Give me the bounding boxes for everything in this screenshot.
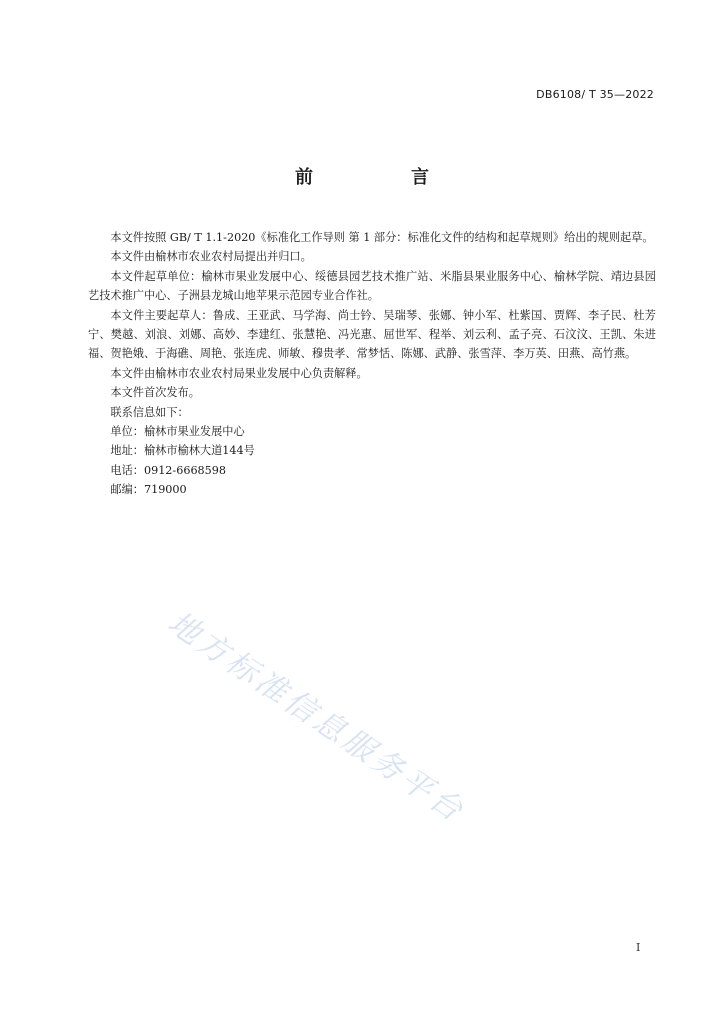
page-title: 前 言 — [295, 167, 469, 188]
page-number: I — [636, 941, 641, 954]
body-text — [88, 228, 656, 500]
paragraph-first-release: 本文件首次发布。 — [110, 386, 200, 400]
contact-phone: 电话：0912-6668598 — [110, 463, 227, 477]
paragraph-proposer: 本文件由榆林市农业农村局提出并归口。 — [110, 250, 312, 264]
paragraph-standard-basis: 本文件按照 GB/ T 1.1-2020《标准化工作导则 第 1 部分：标准化文件的结构和起草规则》给出的规则起草。 — [110, 231, 654, 244]
watermark: 地方标准信息服务平台 — [161, 604, 472, 831]
document-code: DB6108/ T 35—2022 — [536, 88, 654, 101]
contact-unit: 单位：榆林市果业发展中心 — [110, 425, 245, 439]
paragraph-drafters: 本文件主要起草人：鲁成、王亚武、马学海、尚士钤、吴瑞琴、张娜、钟小军、杜紫国、贾辉、李子民、杜芳宁、樊越、刘浪、刘娜、高妙、李建红、张慧艳、冯光惠、屈世军、程举、刘云利、孟子亮、石汶汶、王凯、朱进福、贺艳娥、于海礁、周艳、张连虎、师敏、穆贵孝、常梦恬、陈娜、武静、张雪萍、李万英、田燕、高竹燕。 — [88, 308, 656, 361]
paragraph-drafting-units: 本文件起草单位：榆林市果业发展中心、绥德县园艺技术推广站、米脂县果业服务中心、榆林学院、靖边县园艺技术推广中心、子洲县龙城山地苹果示范园专业合作社。 — [88, 269, 656, 303]
paragraph-interpretation: 本文件由榆林市农业农村局果业发展中心负责解释。 — [110, 366, 368, 380]
contact-heading: 联系信息如下： — [110, 405, 189, 419]
contact-postcode: 邮编：719000 — [110, 483, 187, 497]
contact-address: 地址：榆林市榆林大道144号 — [110, 444, 255, 458]
